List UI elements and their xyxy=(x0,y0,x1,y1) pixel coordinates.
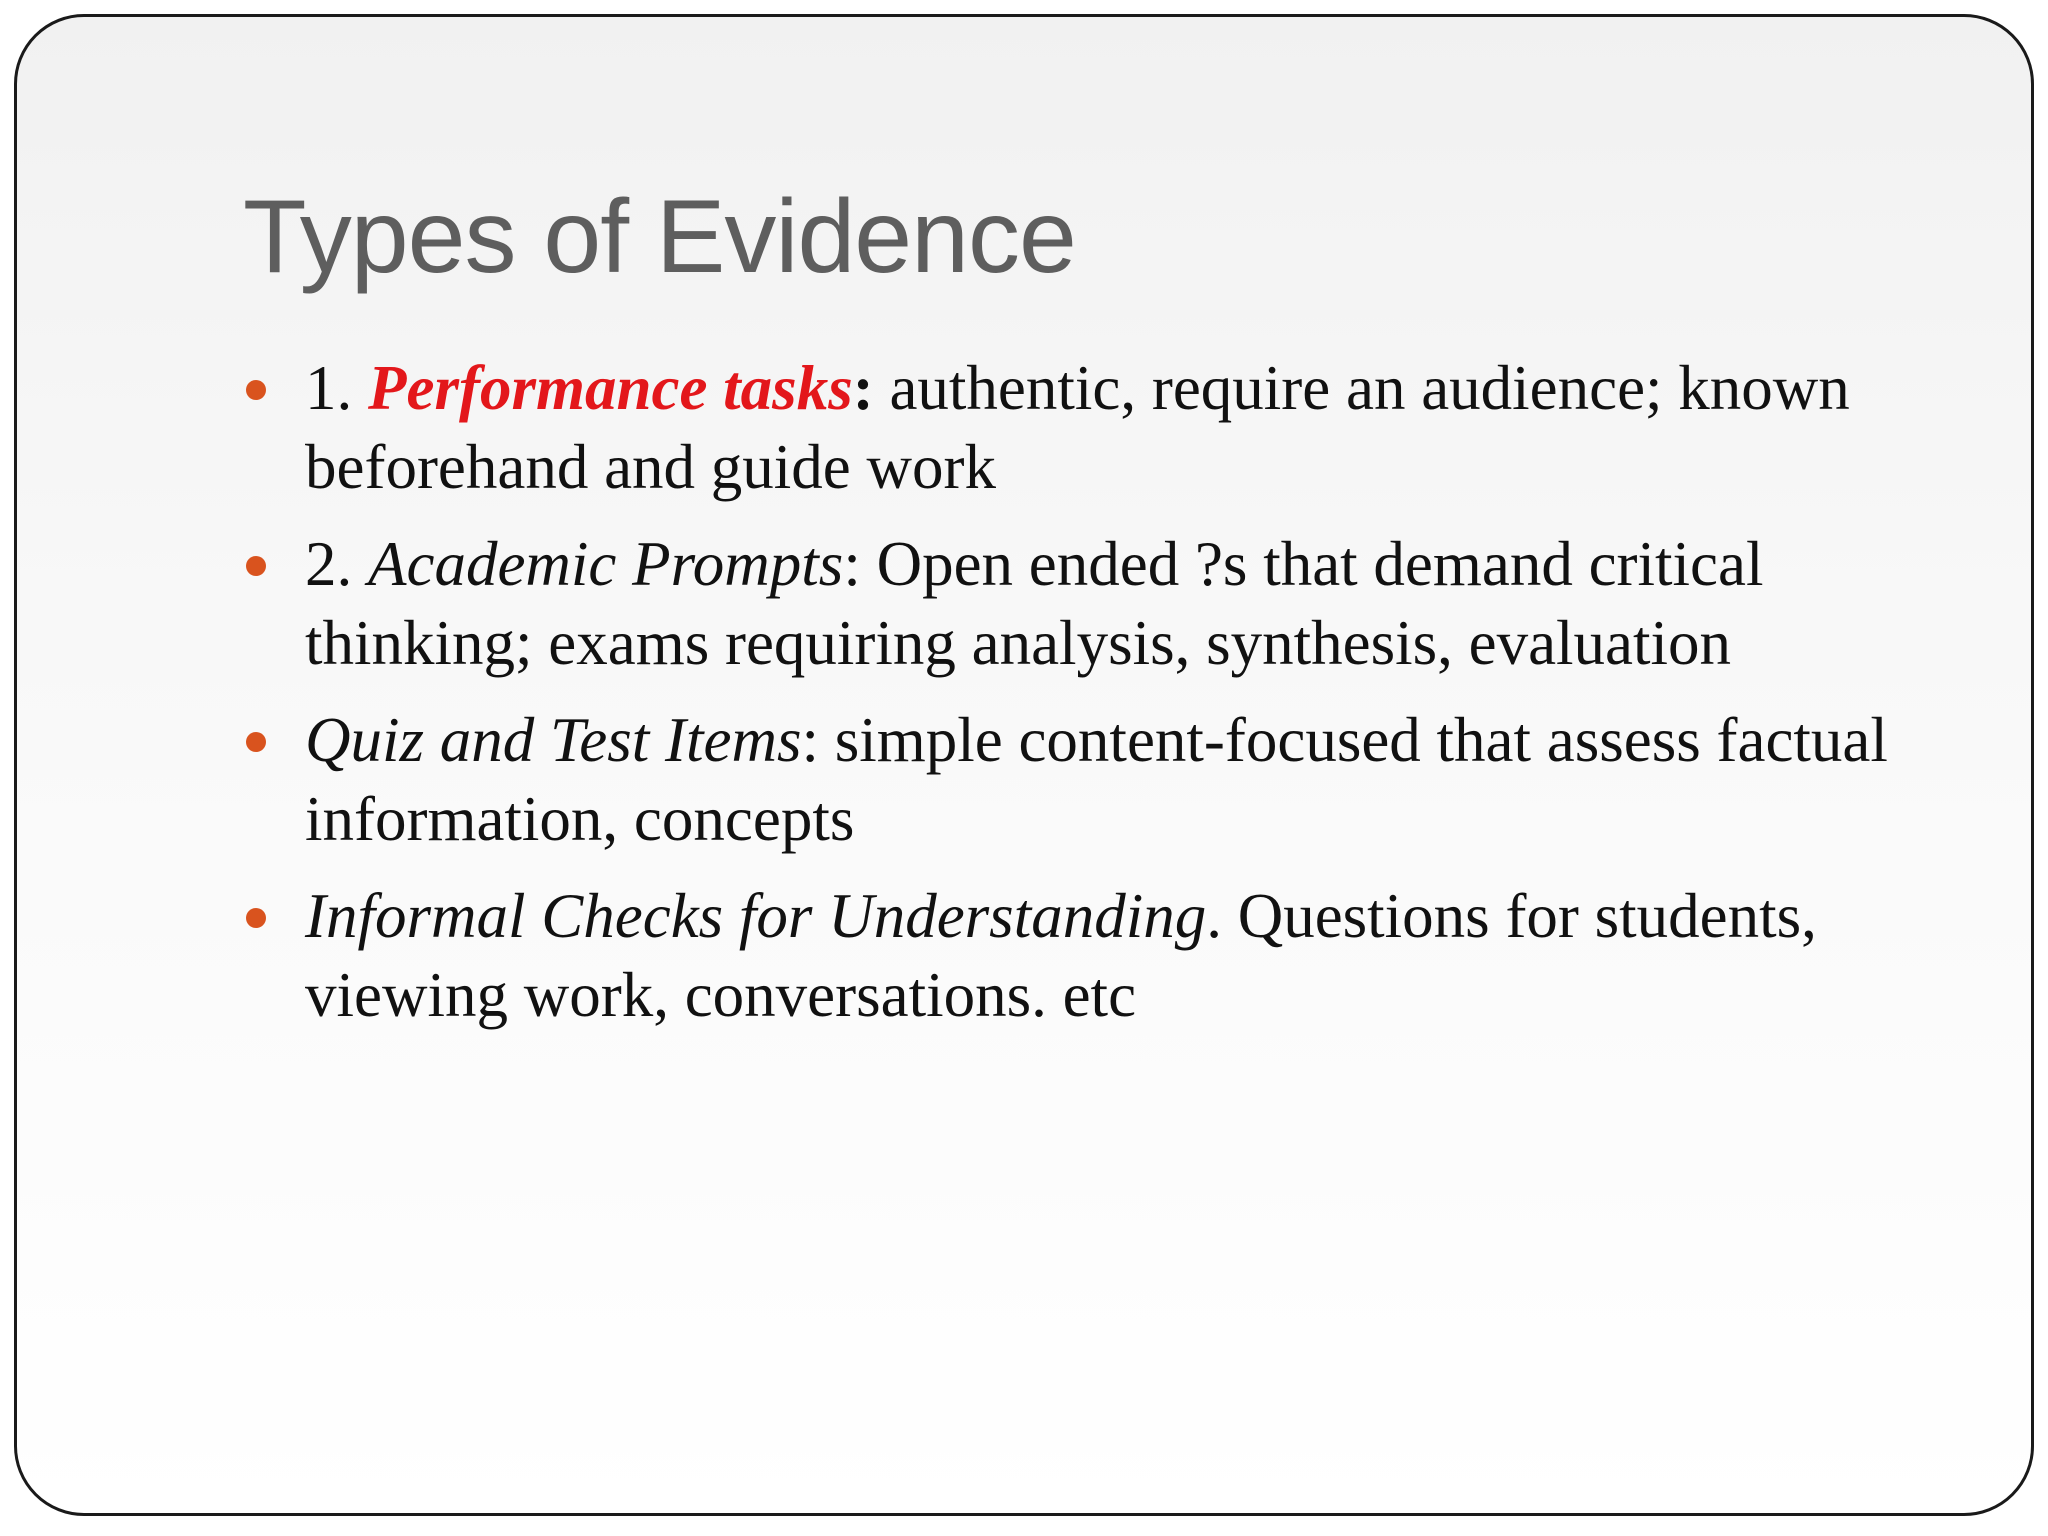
item-term: Quiz and Test Items xyxy=(305,705,802,775)
bullet-dot-icon xyxy=(246,556,266,576)
list-item-performance-tasks xyxy=(243,349,1923,507)
item-text: Open ended ?s that demand critical thinking; exams requiring analysis, synthesis, evaluation xyxy=(305,529,1764,678)
bullet-dot-icon xyxy=(246,380,266,400)
item-text: authentic, require an audience; known beforehand and guide work xyxy=(305,353,1850,502)
item-separator: : xyxy=(801,705,819,775)
slide-title: Types of Evidence xyxy=(243,179,1076,295)
item-term: Informal Checks for Understanding xyxy=(305,881,1207,951)
item-text: Questions for students, viewing work, conversations. etc xyxy=(305,881,1817,1030)
item-number: 2. xyxy=(305,529,368,599)
bullet-dot-icon xyxy=(246,732,266,752)
list-item-quiz-test-items xyxy=(243,701,1923,859)
bullet-list xyxy=(243,349,1923,1053)
list-item-informal-checks xyxy=(243,877,1923,1035)
slide xyxy=(14,14,2034,1516)
item-term: Academic Prompts xyxy=(368,529,844,599)
item-separator: : xyxy=(843,529,861,599)
item-separator: : xyxy=(852,353,874,423)
item-separator: . xyxy=(1206,881,1222,951)
bullet-dot-icon xyxy=(246,908,266,928)
list-item-academic-prompts xyxy=(243,525,1923,683)
item-number: 1. xyxy=(305,353,368,423)
item-text: simple content-focused that assess factual information, concepts xyxy=(305,705,1888,854)
item-term: Performance tasks xyxy=(368,353,853,423)
